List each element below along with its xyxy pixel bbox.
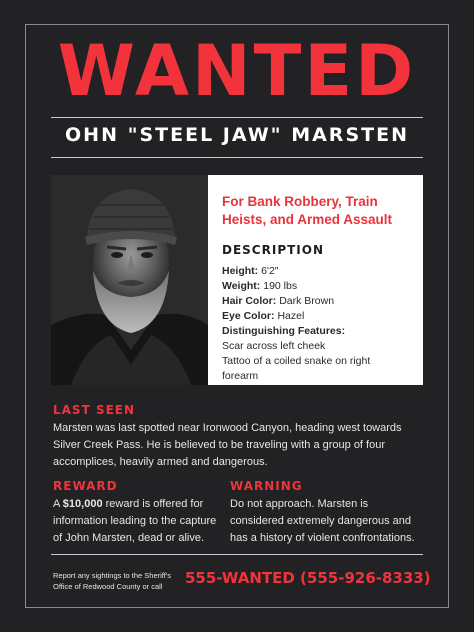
reward-text <box>53 496 223 547</box>
suspect-name: OHN "STEEL JAW" MARSTEN <box>65 124 409 146</box>
hair-field <box>222 294 409 309</box>
height-field <box>222 264 409 279</box>
warning-heading: WARNING <box>230 479 303 493</box>
warning-text: Do not approach. Marsten is considered extremely dangerous and has a history of violent confrontations. <box>230 498 415 544</box>
last-seen-text: Marsten was last spotted near Ironwood Canyon, heading west towards Silver Creek Pass. He is believed to be traveling with a group of four accomplices, heavily armed and dangerous. <box>53 422 402 468</box>
hair-value: Dark Brown <box>279 295 335 307</box>
reward-amount: $10,000 <box>62 498 103 510</box>
weight-label: Weight: <box>222 280 261 292</box>
description-panel <box>208 175 423 385</box>
height-value: 6'2" <box>261 265 279 277</box>
suspect-portrait-graphic <box>51 175 208 385</box>
eye-label: Eye Color: <box>222 310 275 322</box>
footer-rule <box>51 554 423 555</box>
title-rule-bottom <box>51 157 423 158</box>
crimes-headline: For Bank Robbery, Train Heists, and Armed Assault <box>222 194 393 227</box>
reward-suffix: reward is offered for information leading to the capture of John Marsten, dead or alive. <box>53 498 217 544</box>
reward-heading: REWARD <box>53 479 118 493</box>
last-seen-heading: LAST SEEN <box>53 403 136 417</box>
footer-note: Report any sightings to the Sheriff's Office of Redwood County or call <box>53 571 172 591</box>
eye-field <box>222 309 409 324</box>
reward-prefix: A <box>53 498 63 510</box>
feature-item: Tattoo of a coiled snake on right forearm <box>222 355 371 382</box>
height-label: Height: <box>222 265 259 277</box>
weight-field <box>222 279 409 294</box>
hotline-number: 555-WANTED (555-926-8333) <box>185 569 431 587</box>
feature-item: Scar across left cheek <box>222 340 326 352</box>
poster-title: WANTED <box>57 30 417 112</box>
eye-value: Hazel <box>277 310 305 322</box>
weight-value: 190 lbs <box>263 280 298 292</box>
hair-label: Hair Color: <box>222 295 277 307</box>
features-field <box>222 324 409 339</box>
description-heading: DESCRIPTION <box>222 243 325 257</box>
features-label: Distinguishing Features: <box>222 325 346 337</box>
title-rule-top <box>51 117 423 118</box>
suspect-photo <box>51 175 208 385</box>
